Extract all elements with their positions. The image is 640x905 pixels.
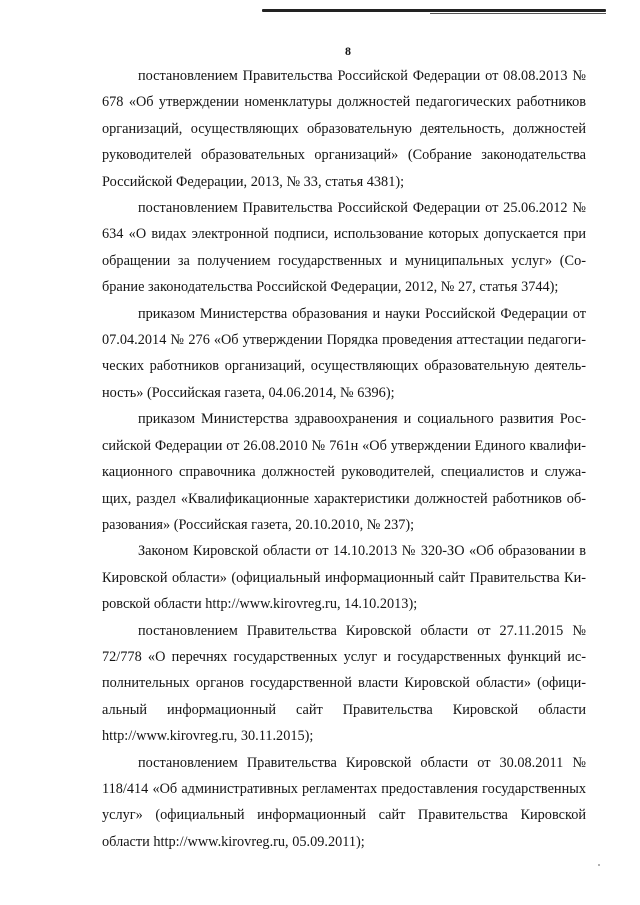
scan-speck [598,864,600,866]
paragraph-ministry-order-761n: приказом Министерства здравоохранения и социального развития Российской Федерации от 26.08.2010 № 761н «Об утверждении Единого квалификационного справочника должностей руководителей, специалистов и служащих, раздел «Квалификационные характеристики должностей работников образования» (Российская газета, 20.10.2010, № 237); [102,411,586,533]
paragraph-kirov-law-320: Законом Кировской области от 14.10.2013 № 320-ЗО «Об образовании в Кировской области» (официальный информационный сайт Правительства Кировской области http://www.kirovreg.ru, 14.10.2013); [102,543,586,613]
scan-top-border-line-thin [430,13,606,14]
scan-top-border-line [262,9,606,12]
page-number: 8 [345,44,351,58]
paragraph-ministry-order-276: приказом Министерства образования и науки Российской Федерации от 07.04.2014 № 276 «Об утверждении Порядка проведения аттестации педагогических работников организаций, осуществляющих образовательную деятельность» (Российская газета, 04.06.2014, № 6396); [102,305,586,401]
paragraph-government-decree-678: постановлением Правительства Российской Федерации от 08.08.2013 № 678 «Об утверждении номенклатуры должностей педагогических работников организаций, осуществляющих образовательную деятельность, должностей руководителей образовательных организаций» (Собрание законодательства Российской Федерации, 2013, № 33, статья 4381); [102,68,586,190]
paragraph-kirov-decree-72-778: постановлением Правительства Кировской области от 27.11.2015 № 72/778 «О перечнях государственных услуг и государственных функций исполнительных органов государственной власти Кировской области» (официальный информационный сайт Правительства Кировской области http://www.kirovreg.ru, 30.11.2015); [102,622,586,745]
paragraph-government-decree-634: постановлением Правительства Российской Федерации от 25.06.2012 № 634 «О видах электронной подписи, использование которых допускается при обращении за получением государственных и муниципальных услуг» (Собрание законодательства Российской Федерации, 2012, № 27, статья 3744); [102,200,586,296]
paragraph-kirov-decree-118-414: постановлением Правительства Кировской области от 30.08.2011 № 118/414 «Об административных регламентах предоставления государственных услуг» (официальный информационный сайт Правительства Кировской области http://www.kirovreg.ru, 05.09.2011); [102,754,586,850]
body-text [102,63,586,855]
